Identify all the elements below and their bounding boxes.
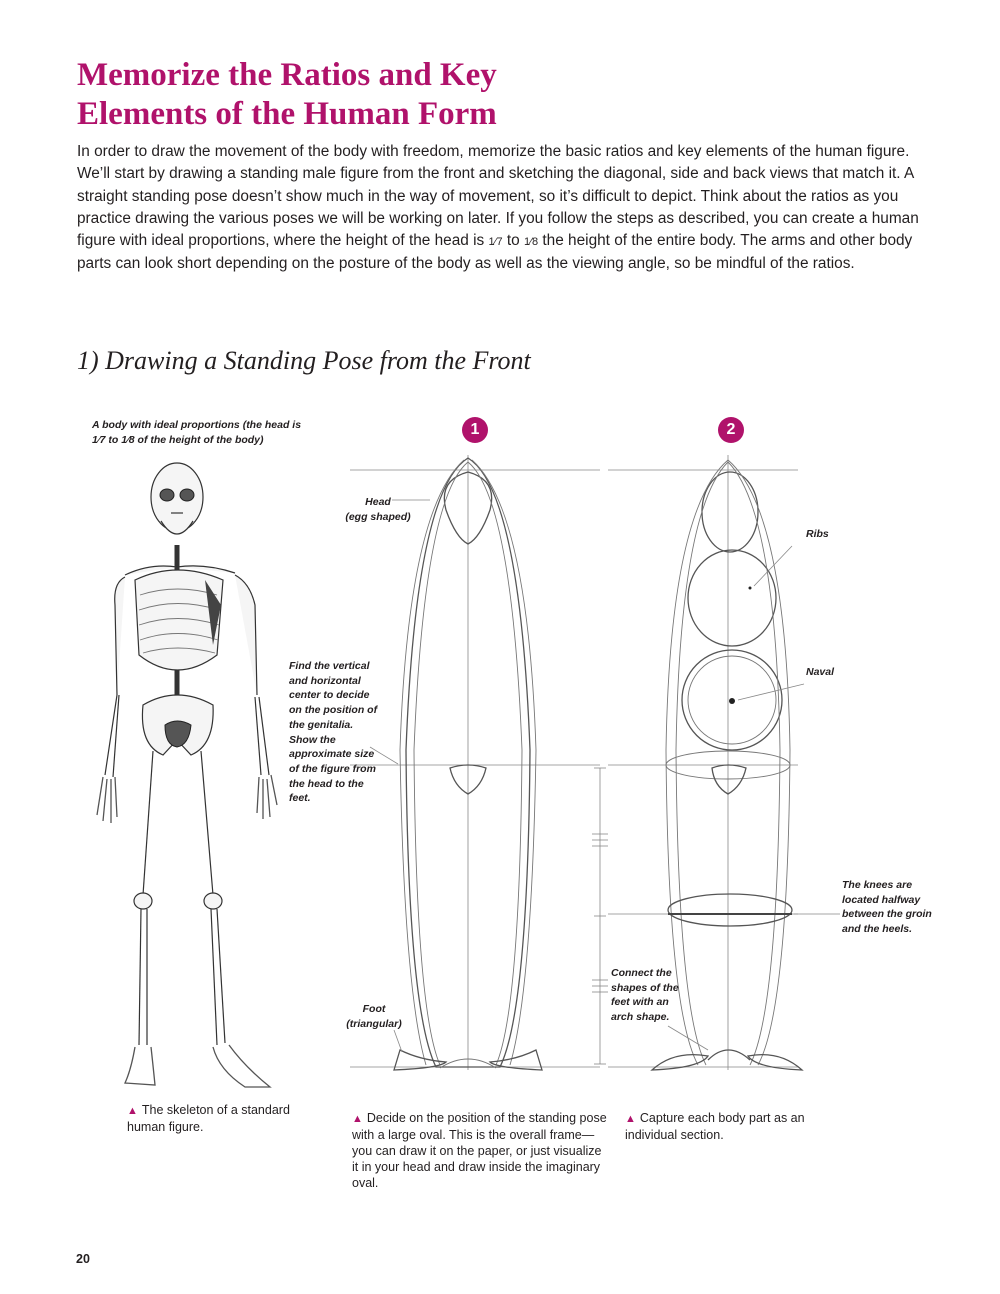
intro-text-b: the height of the entire body. The arms and other body parts can look short depending on the posture of the body as well as the viewing angle, so be mindful of the ratios. [77, 232, 913, 273]
step-2-badge: 2 [718, 417, 744, 443]
step-1-badge: 1 [462, 417, 488, 443]
intro-text-a: In order to draw the movement of the body with freedom, memorize the basic ratios and key elements of the human figure. We’ll start by drawing a standing male figure from the front and sketching the diagonal, side and back views that match it. A straight standing pose doesn’t show much in the way of movement, so it’s difficult to depict. Think about the ratios as you practice drawing the various poses we will be working on later. If you follow the steps as described, you can create a human figure with ideal proportions, where the height of the head is [77, 143, 919, 250]
caption-skeleton [127, 1102, 302, 1135]
caption-step-1-text: Decide on the position of the standing pose with a large oval. This is the overall frame—you can draw it on the paper, or just visualize it in your head and draw inside the imaginary oval. [352, 1111, 607, 1190]
ribs-oval [688, 550, 776, 646]
label-connect: Connect the shapes of the feet with an arch shape. [611, 967, 679, 1024]
skeleton-note-to: to [105, 433, 122, 446]
triangle-marker-icon: ▲ [625, 1113, 636, 1125]
skeleton-note-fraction-2: 1⁄8 [121, 433, 135, 446]
label-naval: Naval [806, 666, 835, 678]
section-heading: 1) Drawing a Standing Pose from the Front [77, 346, 531, 375]
caption-skeleton-text: The skeleton of a standard human figure. [127, 1103, 290, 1134]
skeleton-note [92, 418, 307, 447]
skeleton-note-fraction-1: 1⁄7 [92, 433, 106, 446]
intro-fraction-1: 1⁄7 [488, 236, 503, 249]
skull [151, 463, 203, 531]
intro-paragraph [77, 141, 937, 276]
intro-to: to [502, 232, 524, 250]
title-line-2: Elements of the Human Form [77, 96, 497, 132]
skeleton-illustration [95, 455, 295, 1105]
caption-step-2 [625, 1110, 825, 1143]
label-ribs: Ribs [806, 528, 829, 540]
title-line-1: Memorize the Ratios and Key [77, 57, 497, 93]
skeleton-note-b: of the height of the body) [134, 433, 264, 446]
page-number: 20 [76, 1252, 90, 1266]
knees-ellipse [668, 894, 792, 926]
label-foot: Foot (triangular) [346, 1003, 402, 1030]
skeleton-note-a: A body with ideal proportions (the head is [92, 419, 302, 431]
page-title [77, 56, 697, 134]
triangle-marker-icon: ▲ [127, 1105, 138, 1117]
head-circle [702, 472, 758, 552]
label-center: Find the vertical and horizontal center to decide on the position of the genitalia. Show the approximate size of the figure from the head to the feet. [289, 660, 378, 805]
intro-fraction-2: 1⁄8 [524, 236, 539, 249]
label-knees: The knees are located halfway between the groin and the heels. [842, 879, 932, 936]
caption-step-2-text: Capture each body part as an individual section. [625, 1111, 805, 1142]
caption-step-1 [352, 1110, 610, 1191]
step-1-drawing [350, 450, 610, 1075]
rib-cage [135, 570, 223, 670]
legs [125, 751, 270, 1087]
label-head: Head (egg shaped) [345, 496, 411, 523]
triangle-marker-icon: ▲ [352, 1113, 363, 1125]
